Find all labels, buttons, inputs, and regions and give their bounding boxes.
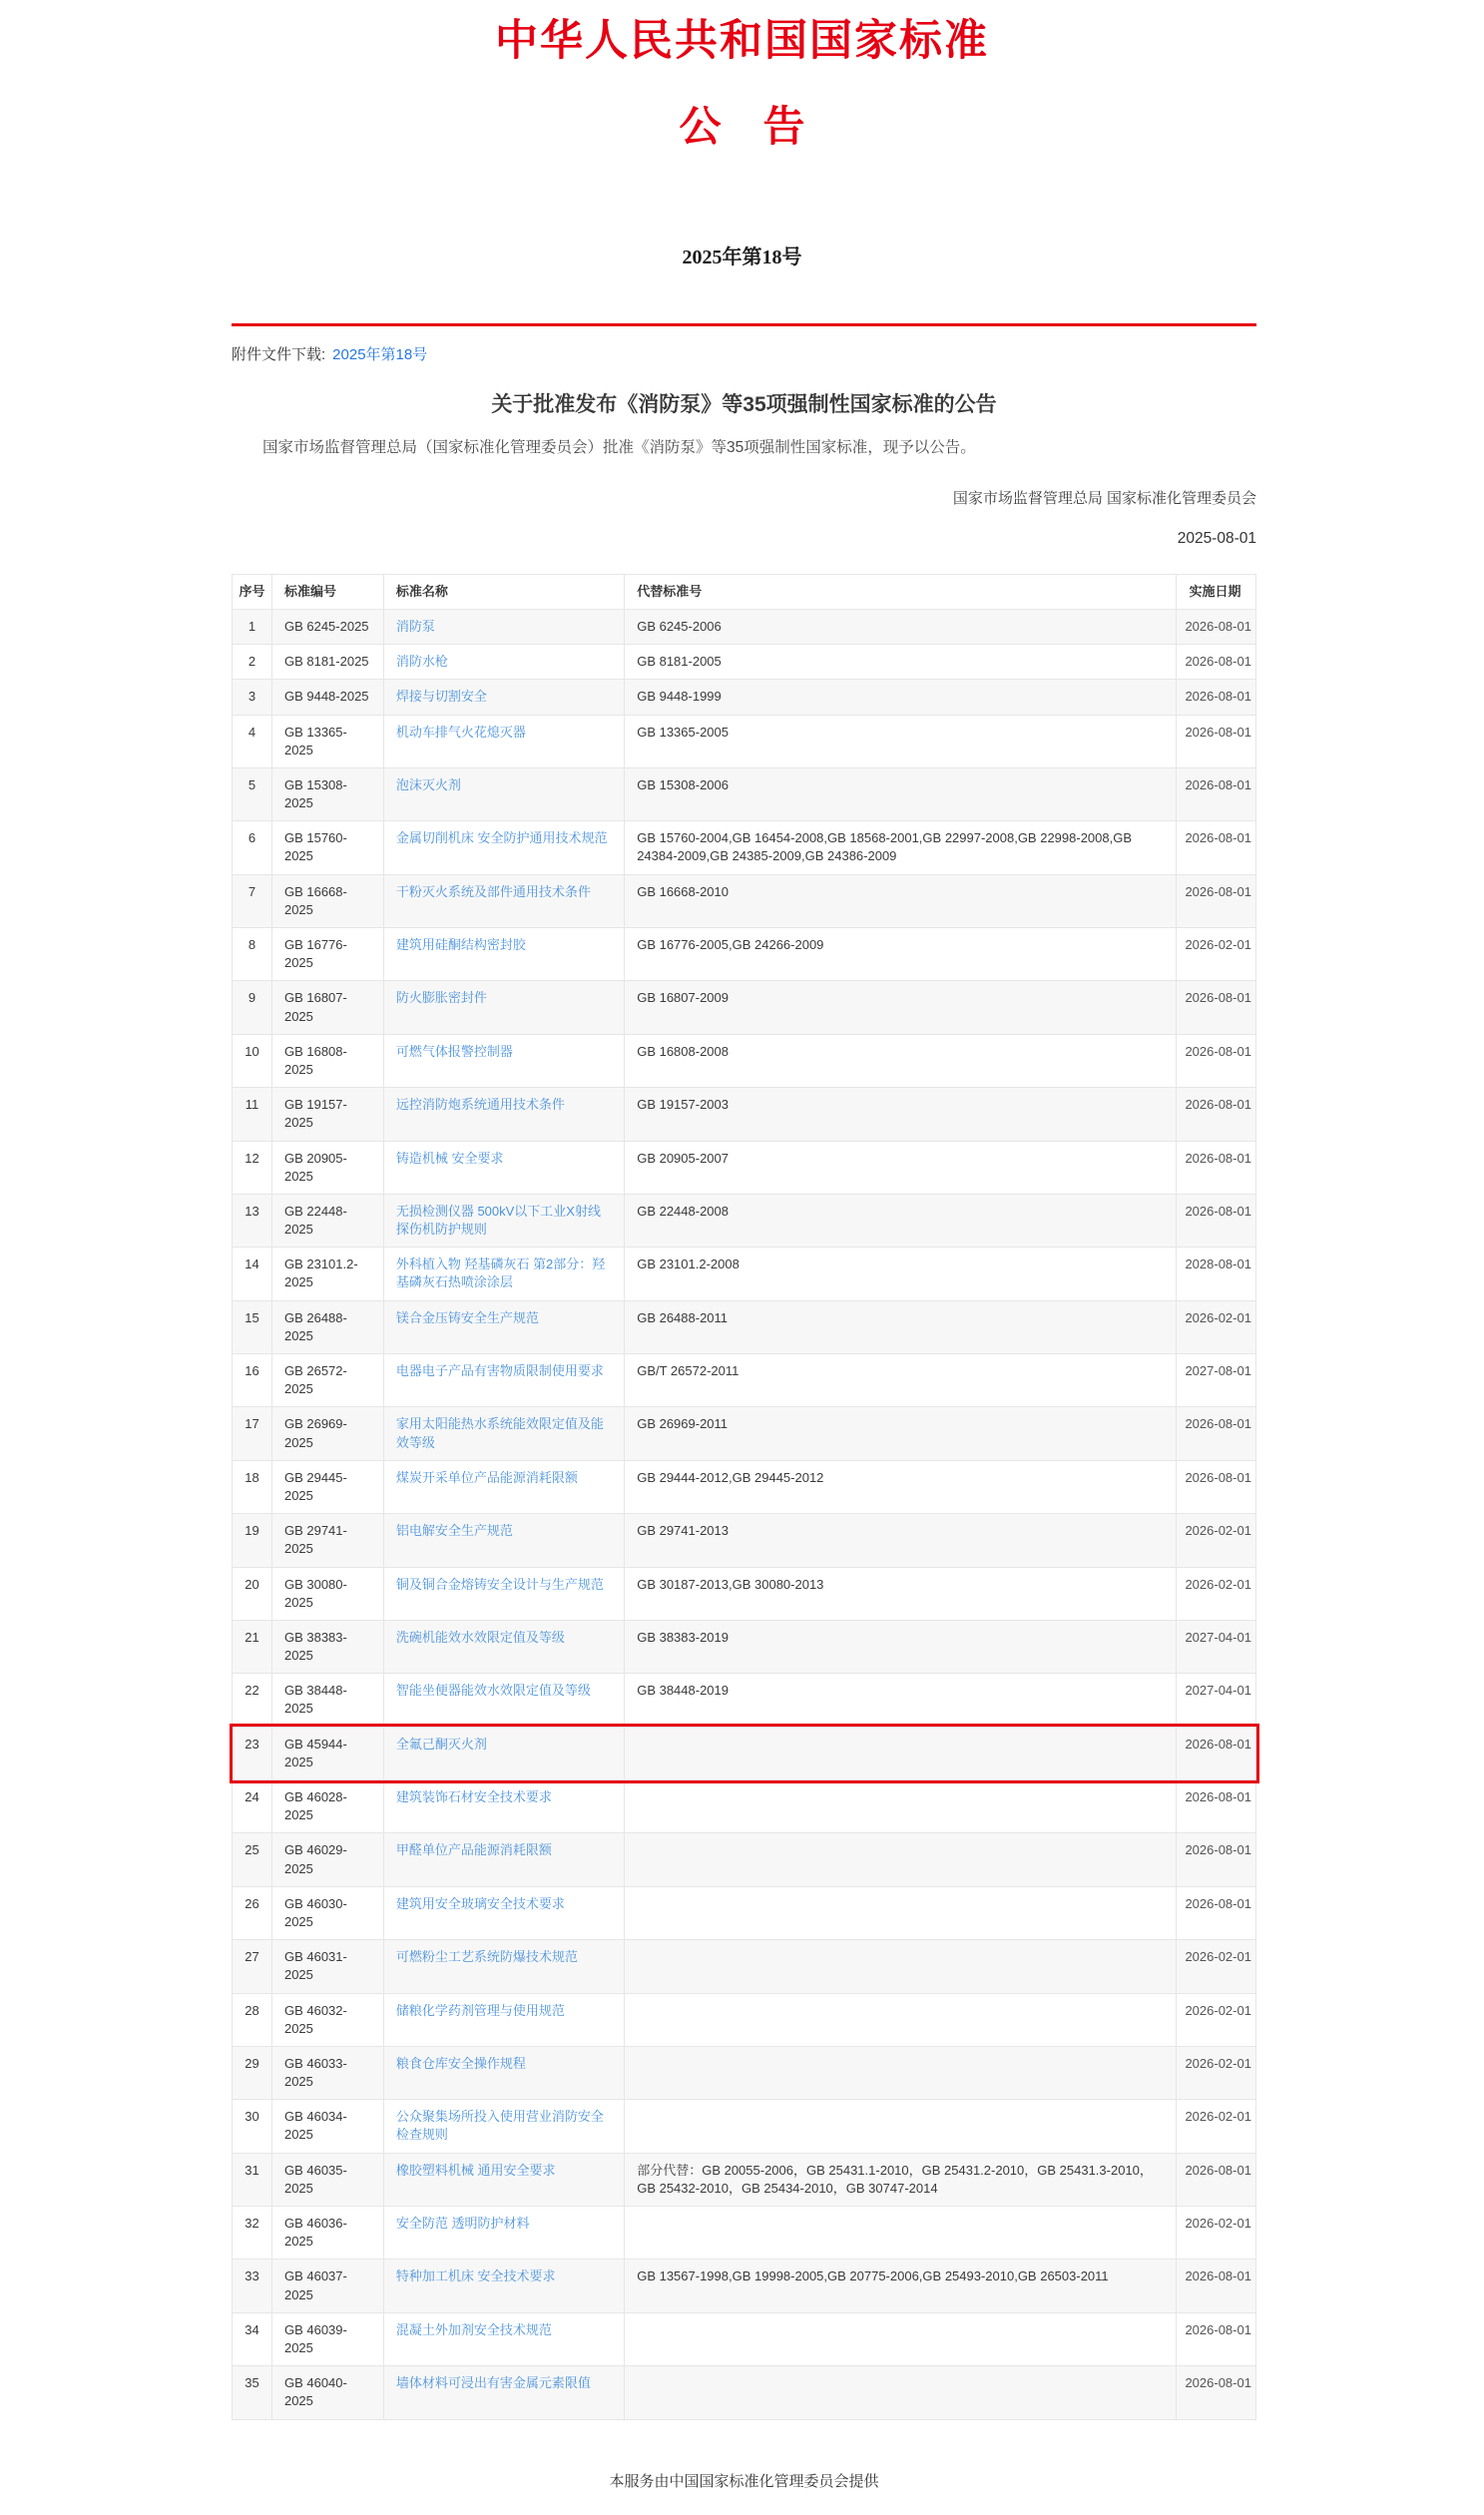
announcement-body: 国家市场监督管理总局（国家标准化管理委员会）批准《消防泵》等35项强制性国家标准，现予以公告。 [262,439,976,456]
cell-name [383,2312,624,2365]
cell-seq: 15 [233,1300,272,1353]
cell-seq: 35 [233,2366,272,2419]
cell-name [383,2207,624,2260]
cell-date: 2026-08-01 [1177,1088,1256,1141]
cell-replaced: GB 26488-2011 [625,1300,1177,1353]
cell-seq: 16 [233,1354,272,1407]
cell-name [383,1993,624,2046]
cell-replaced: GB/T 26572-2011 [625,1354,1177,1407]
standard-name-link[interactable]: 无损检测仪器 500kV以下工业X射线探伤机防护规则 [395,1203,601,1238]
cell-code: GB 15308-2025 [271,767,383,820]
cell-name [383,1620,624,1673]
standard-name-link[interactable]: 电器电子产品有害物质限制使用要求 [395,1363,604,1379]
cell-seq: 9 [233,981,272,1034]
cell-code: GB 29445-2025 [271,1460,383,1513]
standard-name-link[interactable]: 泡沫灭火剂 [395,776,461,792]
column-header-seq: 序号 [233,574,272,609]
cell-name [383,2046,624,2099]
cell-name [383,2366,624,2419]
cell-seq: 22 [233,1674,272,1727]
table-row [233,1141,1256,1194]
cell-code: GB 38448-2025 [271,1674,383,1727]
cell-code: GB 16668-2025 [271,874,383,927]
cell-name [383,1194,624,1247]
cell-name [383,1940,624,1993]
cell-name [383,1088,624,1141]
cell-seq: 27 [233,1940,272,1993]
cell-date: 2026-08-01 [1177,1833,1256,1886]
cell-date: 2026-02-01 [1177,2046,1256,2099]
table-row [233,1194,1256,1247]
cell-replaced: GB 13365-2005 [625,715,1177,767]
table-row [233,1780,1256,1833]
cell-date: 2026-08-01 [1177,1194,1256,1247]
cell-date: 2026-02-01 [1177,1514,1256,1567]
cell-code: GB 46034-2025 [271,2100,383,2153]
table-row [233,1940,1256,1993]
cell-replaced [625,1780,1177,1833]
cell-code: GB 46030-2025 [271,1886,383,1939]
cell-name [383,645,624,680]
table-row [233,928,1256,981]
table-row [233,1300,1256,1353]
cell-replaced: GB 38383-2019 [625,1620,1177,1673]
cell-date: 2027-08-01 [1177,1354,1256,1407]
cell-code: GB 15760-2025 [271,821,383,874]
cell-replaced [625,2312,1177,2365]
cell-date: 2026-08-01 [1177,1780,1256,1833]
content-column [232,323,1256,2515]
cell-seq: 3 [233,680,272,715]
cell-code: GB 13365-2025 [271,715,383,767]
cell-seq: 14 [233,1248,272,1300]
table-row [233,1088,1256,1141]
standard-name-link[interactable]: 储粮化学药剂管理与使用规范 [395,2002,565,2018]
issue-number: 2025年第18号 [682,247,802,268]
attachment-label: 附件文件下载: [232,346,326,363]
table-row [233,609,1256,644]
cell-replaced [625,1833,1177,1886]
cell-seq: 34 [233,2312,272,2365]
cell-code: GB 6245-2025 [271,609,383,644]
cell-date: 2026-08-01 [1177,1141,1256,1194]
cell-date: 2026-02-01 [1177,2100,1256,2153]
cell-name [383,1674,624,1727]
attachment-download-line [232,334,1256,364]
cell-replaced [625,2207,1177,2260]
cell-name [383,1034,624,1087]
cell-name [383,1514,624,1567]
cell-date: 2026-08-01 [1177,609,1256,644]
cell-name [383,874,624,927]
table-row [233,1248,1256,1300]
cell-seq: 30 [233,2100,272,2153]
cell-seq: 1 [233,609,272,644]
cell-code: GB 45944-2025 [271,1727,383,1779]
cell-replaced: GB 38448-2019 [625,1674,1177,1727]
cell-name [383,1248,624,1300]
cell-code: GB 46031-2025 [271,1940,383,1993]
table-row [233,1886,1256,1939]
cell-replaced: GB 23101.2-2008 [625,1248,1177,1300]
cell-replaced [625,2100,1177,2153]
standard-name-link[interactable]: 墙体材料可浸出有害金属元素限值 [395,2375,591,2391]
table-row [233,715,1256,767]
table-row [233,1833,1256,1886]
cell-code: GB 16808-2025 [271,1034,383,1087]
table-row [233,2100,1256,2153]
cell-code: GB 16807-2025 [271,981,383,1034]
cell-name [383,1567,624,1620]
cell-code: GB 46036-2025 [271,2207,383,2260]
standard-name-link[interactable]: 家用太阳能热水系统能效限定值及能效等级 [395,1416,604,1450]
column-header-replaced: 代替标准号 [625,574,1177,609]
cell-replaced: GB 16776-2005,GB 24266-2009 [625,928,1177,981]
standard-name-link[interactable]: 甲醛单位产品能源消耗限额 [395,1842,552,1858]
page-subtitle: 公 告 [679,105,805,151]
cell-seq: 19 [233,1514,272,1567]
standard-name-link[interactable]: 远控消防炮系统通用技术条件 [395,1097,565,1113]
cell-code: GB 22448-2025 [271,1194,383,1247]
cell-name [383,2153,624,2206]
cell-seq: 12 [233,1141,272,1194]
cell-code: GB 46033-2025 [271,2046,383,2099]
cell-replaced [625,1727,1177,1779]
cell-seq: 11 [233,1088,272,1141]
cell-name [383,767,624,820]
cell-seq: 29 [233,2046,272,2099]
cell-code: GB 26488-2025 [271,1300,383,1353]
cell-date: 2026-02-01 [1177,2207,1256,2260]
cell-seq: 28 [233,1993,272,2046]
cell-name [383,1407,624,1460]
cell-replaced: GB 30187-2013,GB 30080-2013 [625,1567,1177,1620]
cell-replaced: GB 29741-2013 [625,1514,1177,1567]
cell-replaced: GB 15308-2006 [625,767,1177,820]
cell-code: GB 8181-2025 [271,645,383,680]
standard-name-link[interactable]: 混凝土外加剂安全技术规范 [395,2321,552,2337]
standard-name-link[interactable]: 干粉灭火系统及部件通用技术条件 [395,883,591,899]
standard-name-link[interactable]: 防火膨胀密封件 [395,990,487,1006]
cell-date: 2026-08-01 [1177,1727,1256,1779]
cell-date: 2028-08-01 [1177,1248,1256,1300]
cell-date: 2026-08-01 [1177,1460,1256,1513]
cell-replaced: GB 29444-2012,GB 29445-2012 [625,1460,1177,1513]
standard-name-link[interactable]: 消防泵 [395,618,435,634]
cell-name [383,715,624,767]
cell-name [383,1727,624,1779]
table-row [233,2260,1256,2312]
cell-date: 2026-08-01 [1177,2312,1256,2365]
cell-seq: 10 [233,1034,272,1087]
table-row [233,2046,1256,2099]
standard-name-link[interactable]: 消防水枪 [395,654,448,670]
standard-name-link[interactable]: 镁合金压铸安全生产规范 [395,1309,539,1325]
table-row [233,1620,1256,1673]
cell-code: GB 46028-2025 [271,1780,383,1833]
cell-replaced: GB 13567-1998,GB 19998-2005,GB 20775-2006,GB 25493-2010,GB 26503-2011 [625,2260,1177,2312]
attachment-link[interactable]: 2025年第18号 [332,346,428,363]
announcement-title: 关于批准发布《消防泵》等35项强制性国家标准的公告 [491,393,997,416]
cell-date: 2026-02-01 [1177,1567,1256,1620]
standards-table-header [233,574,1256,609]
cell-seq: 32 [233,2207,272,2260]
cell-replaced: GB 26969-2011 [625,1407,1177,1460]
cell-name [383,1300,624,1353]
standard-name-link[interactable]: 特种加工机床 安全技术要求 [395,2268,556,2284]
table-row [233,2366,1256,2419]
cell-code: GB 46032-2025 [271,1993,383,2046]
issuing-authorities: 国家市场监督管理总局 国家标准化管理委员会 [952,489,1256,507]
cell-code: GB 16776-2025 [271,928,383,981]
standard-name-link[interactable]: 铝电解安全生产规范 [395,1523,513,1539]
cell-seq: 7 [233,874,272,927]
standard-name-link[interactable]: 粮食仓库安全操作规程 [395,2055,526,2071]
table-row [233,1034,1256,1087]
cell-date: 2026-08-01 [1177,680,1256,715]
standard-name-link[interactable]: 洗碗机能效水效限定值及等级 [395,1629,565,1645]
standard-name-link[interactable]: 金属切削机床 安全防护通用技术规范 [395,830,608,846]
cell-date: 2026-08-01 [1177,874,1256,927]
cell-seq: 21 [233,1620,272,1673]
cell-code: GB 23101.2-2025 [271,1248,383,1300]
cell-seq: 24 [233,1780,272,1833]
column-header-code: 标准编号 [271,574,383,609]
cell-seq: 20 [233,1567,272,1620]
cell-seq: 4 [233,715,272,767]
table-row [233,1354,1256,1407]
cell-name [383,928,624,981]
cell-name [383,1354,624,1407]
cell-replaced: GB 6245-2006 [625,609,1177,644]
cell-replaced: GB 8181-2005 [625,645,1177,680]
cell-seq: 26 [233,1886,272,1939]
cell-date: 2026-08-01 [1177,2366,1256,2419]
table-row [233,2207,1256,2260]
cell-replaced: GB 22448-2008 [625,1194,1177,1247]
table-row [233,767,1256,820]
cell-seq: 8 [233,928,272,981]
table-row [233,821,1256,874]
cell-replaced: 部分代替：GB 20055-2006，GB 25431.1-2010，GB 25431.2-2010，GB 25431.3-2010，GB 25432-2010，GB 25434-2010，GB 30747-2014 [625,2153,1177,2206]
standard-name-link[interactable]: 橡胶塑料机械 通用安全要求 [395,2162,556,2178]
standard-name-link[interactable]: 建筑用安全玻璃安全技术要求 [395,1895,565,1911]
cell-date: 2026-08-01 [1177,767,1256,820]
cell-code: GB 30080-2025 [271,1567,383,1620]
cell-code: GB 46040-2025 [271,2366,383,2419]
table-row-highlighted [233,1727,1256,1779]
cell-date: 2027-04-01 [1177,1674,1256,1727]
announcement-date: 2025-08-01 [1177,529,1256,547]
cell-name [383,821,624,874]
cell-code: GB 46037-2025 [271,2260,383,2312]
standard-name-link[interactable]: 铸造机械 安全要求 [395,1150,504,1166]
cell-replaced [625,1886,1177,1939]
cell-name [383,609,624,644]
cell-code: GB 26969-2025 [271,1407,383,1460]
cell-seq: 23 [233,1727,272,1779]
footer-service-note: 本服务由中国国家标准化管理委员会提供 [609,2472,879,2490]
cell-name [383,1460,624,1513]
column-header-name: 标准名称 [383,574,624,609]
standard-name-link[interactable]: 可燃气体报警控制器 [395,1043,513,1059]
page-title: 中华人民共和国国家标准 [495,18,989,65]
table-row [233,2312,1256,2365]
standard-name-link[interactable]: 公众聚集场所投入使用营业消防安全检查规则 [395,2109,604,2143]
standard-name-link[interactable]: 建筑用硅酮结构密封胶 [395,937,526,953]
table-row [233,2153,1256,2206]
cell-replaced: GB 16807-2009 [625,981,1177,1034]
cell-date: 2026-08-01 [1177,821,1256,874]
cell-replaced: GB 15760-2004,GB 16454-2008,GB 18568-2001,GB 22997-2008,GB 22998-2008,GB 24384-2009,GB 24385-2009,GB 24386-2009 [625,821,1177,874]
cell-name [383,680,624,715]
cell-date: 2026-08-01 [1177,1034,1256,1087]
cell-name [383,1780,624,1833]
cell-seq: 31 [233,2153,272,2206]
cell-replaced [625,2366,1177,2419]
table-row [233,680,1256,715]
standard-name-link[interactable]: 建筑装饰石材安全技术要求 [395,1789,552,1805]
table-row [233,1460,1256,1513]
cell-name [383,2260,624,2312]
standard-name-link[interactable]: 铜及铜合金熔铸安全设计与生产规范 [395,1576,604,1592]
cell-code: GB 26572-2025 [271,1354,383,1407]
cell-date: 2026-08-01 [1177,2260,1256,2312]
table-row [233,874,1256,927]
standard-name-link[interactable]: 全氟己酮灭火剂 [395,1736,487,1752]
cell-code: GB 29741-2025 [271,1514,383,1567]
column-header-date: 实施日期 [1177,574,1256,609]
cell-name [383,981,624,1034]
cell-replaced: GB 19157-2003 [625,1088,1177,1141]
table-row [233,645,1256,680]
cell-replaced: GB 16668-2010 [625,874,1177,927]
standards-table [232,574,1256,2420]
cell-seq: 18 [233,1460,272,1513]
standard-name-link[interactable]: 焊接与切割安全 [395,689,487,705]
cell-seq: 33 [233,2260,272,2312]
cell-replaced: GB 20905-2007 [625,1141,1177,1194]
cell-code: GB 46039-2025 [271,2312,383,2365]
cell-date: 2026-08-01 [1177,645,1256,680]
standard-name-link[interactable]: 外科植入物 羟基磷灰石 第2部分：羟基磷灰石热喷涂涂层 [395,1257,606,1290]
cell-replaced [625,1940,1177,1993]
cell-code: GB 46035-2025 [271,2153,383,2206]
cell-seq: 5 [233,767,272,820]
page-header [0,0,1484,269]
standard-name-link[interactable]: 安全防范 透明防护材料 [395,2216,530,2232]
standard-name-link[interactable]: 可燃粉尘工艺系统防爆技术规范 [395,1949,578,1965]
table-row [233,1514,1256,1567]
cell-date: 2026-02-01 [1177,1300,1256,1353]
cell-date: 2026-08-01 [1177,2153,1256,2206]
cell-name [383,1141,624,1194]
table-row [233,1674,1256,1727]
red-divider [232,323,1256,326]
cell-date: 2027-04-01 [1177,1620,1256,1673]
cell-date: 2026-02-01 [1177,1940,1256,1993]
cell-seq: 13 [233,1194,272,1247]
table-row [233,1993,1256,2046]
cell-seq: 6 [233,821,272,874]
cell-code: GB 19157-2025 [271,1088,383,1141]
cell-seq: 17 [233,1407,272,1460]
standard-name-link[interactable]: 智能坐便器能效水效限定值及等级 [395,1683,591,1699]
cell-date: 2026-02-01 [1177,1993,1256,2046]
cell-replaced: GB 16808-2008 [625,1034,1177,1087]
cell-date: 2026-08-01 [1177,1886,1256,1939]
cell-name [383,1886,624,1939]
standard-name-link[interactable]: 机动车排气火花熄灭器 [395,724,526,740]
cell-name [383,2100,624,2153]
cell-code: GB 38383-2025 [271,1620,383,1673]
cell-date: 2026-08-01 [1177,981,1256,1034]
cell-code: GB 20905-2025 [271,1141,383,1194]
cell-replaced [625,2046,1177,2099]
cell-replaced: GB 9448-1999 [625,680,1177,715]
cell-name [383,1833,624,1886]
table-row [233,1567,1256,1620]
cell-replaced [625,1993,1177,2046]
cell-seq: 25 [233,1833,272,1886]
standard-name-link[interactable]: 煤炭开采单位产品能源消耗限额 [395,1469,578,1485]
cell-date: 2026-08-01 [1177,1407,1256,1460]
cell-code: GB 9448-2025 [271,680,383,715]
cell-code: GB 46029-2025 [271,1833,383,1886]
cell-date: 2026-02-01 [1177,928,1256,981]
table-row [233,981,1256,1034]
cell-seq: 2 [233,645,272,680]
table-row [233,1407,1256,1460]
cell-date: 2026-08-01 [1177,715,1256,767]
